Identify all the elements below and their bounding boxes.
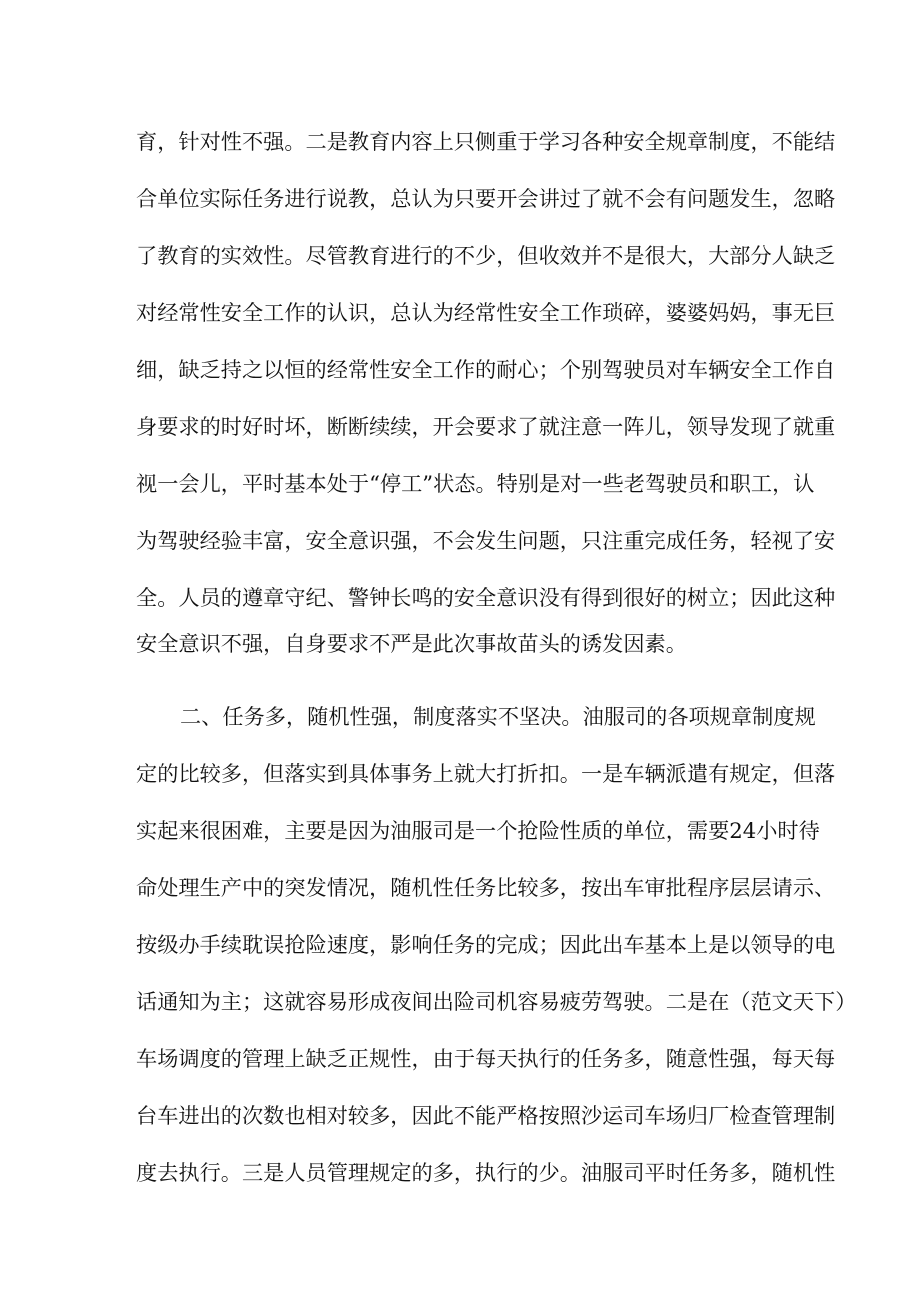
paragraph-line: 命处理生产中的突发情况，随机性任务比较多，按出车审批程序层层请示、 [136, 875, 836, 900]
paragraph-line: 二、任务多，随机性强，制度落实不坚决。油服司的各项规章制度规 [180, 704, 816, 729]
paragraph-line: 细，缺乏持之以恒的经常性安全工作的耐心；个别驾驶员对车辆安全工作自 [136, 357, 836, 382]
paragraph-line: 为驾驶经验丰富，安全意识强，不会发生问题，只注重完成任务，轻视了安 [136, 528, 836, 553]
paragraph-line: 台车进出的次数也相对较多，因此不能严格按照沙运司车场归厂检查管理制 [136, 1103, 836, 1128]
paragraph-line: 了教育的实效性。尽管教育进行的不少，但收效并不是很大，大部分人缺乏 [136, 243, 836, 268]
paragraph-line: 按级办手续耽误抢险速度，影响任务的完成；因此出车基本上是以领导的电 [136, 932, 836, 957]
paragraph-line: 育，针对性不强。二是教育内容上只侧重于学习各种安全规章制度，不能结 [136, 129, 836, 154]
paragraph-line: 话通知为主；这就容易形成夜间出险司机容易疲劳驾驶。二是在（范文天下） [136, 989, 857, 1014]
paragraph-line: 合单位实际任务进行说教，总认为只要开会讲过了就不会有问题发生，忽略 [136, 186, 836, 211]
paragraph-line: 对经常性安全工作的认识，总认为经常性安全工作琐碎，婆婆妈妈，事无巨 [136, 300, 836, 325]
paragraph-line: 全。人员的遵章守纪、警钟长鸣的安全意识没有得到很好的树立；因此这种 [136, 585, 836, 610]
paragraph-line: 实起来很困难，主要是因为油服司是一个抢险性质的单位，需要24小时待 [136, 818, 820, 843]
paragraph-line: 定的比较多，但落实到具体事务上就大打折扣。一是车辆派遣有规定，但落 [136, 761, 836, 786]
paragraph-line: 视一会儿，平时基本处于“停工”状态。特别是对一些老驾驶员和职工，认 [136, 471, 815, 496]
paragraph-line: 车场调度的管理上缺乏正规性，由于每天执行的任务多，随意性强，每天每 [136, 1046, 836, 1071]
paragraph-line: 身要求的时好时坏，断断续续，开会要求了就注意一阵儿，领导发现了就重 [136, 414, 836, 439]
paragraph-line: 度去执行。三是人员管理规定的多，执行的少。油服司平时任务多，随机性 [136, 1160, 836, 1185]
paragraph-line: 安全意识不强，自身要求不严是此次事故苗头的诱发因素。 [136, 631, 687, 656]
